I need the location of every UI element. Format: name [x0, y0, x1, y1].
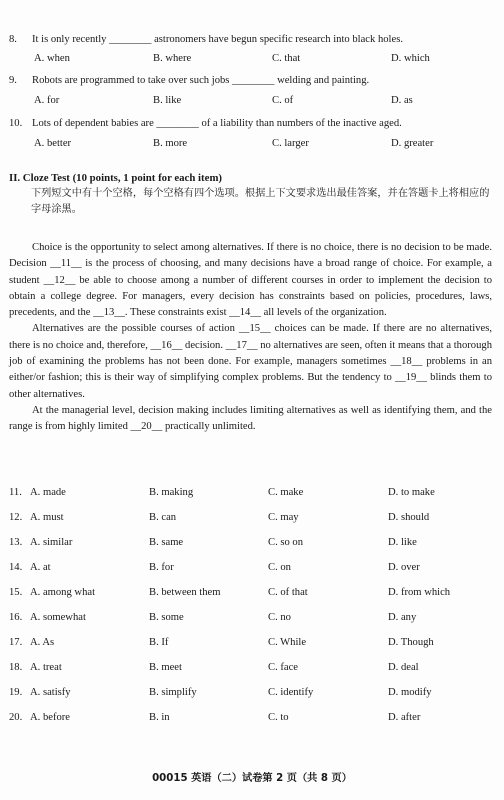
- page-footer: 00015 英语（二）试卷第 2 页（共 8 页）: [152, 773, 352, 784]
- question-number: 8.: [9, 34, 17, 45]
- option-b: B. same: [149, 537, 184, 548]
- option-a: A. As: [30, 637, 55, 648]
- item-number: 13.: [9, 537, 23, 548]
- item-number: 15.: [9, 587, 23, 598]
- item-number: 19.: [9, 687, 23, 698]
- option-c: C. no: [268, 612, 291, 623]
- option-a: A. better: [34, 138, 72, 149]
- option-c: C. that: [272, 53, 301, 64]
- option-b: B. If: [149, 637, 169, 648]
- option-d: D. to make: [388, 487, 435, 498]
- option-b: B. between them: [149, 587, 221, 598]
- passage-paragraph: Alternatives are the possible courses of action __15__ choices can be made. If there are no alternatives, there is no choice and, therefore, __16__ decision. __17__ no alternatives are seen, often it means that a thorough job of examining the problems has not been done. For example, managers sometimes __18__ problems in an either/or fashion; this is their way of simplifying complex problems. But the tendency to __19__ blinds them to other alternatives.: [9, 323, 492, 400]
- option-a: A. must: [30, 512, 64, 523]
- option-d: D. deal: [388, 662, 419, 673]
- section-title: II. Cloze Test (10 points, 1 point for each item): [9, 172, 223, 184]
- option-d: D. modify: [388, 687, 432, 698]
- option-b: B. can: [149, 512, 177, 523]
- item-number: 12.: [9, 512, 23, 523]
- option-a: A. at: [30, 562, 51, 573]
- item-number: 18.: [9, 662, 23, 673]
- option-d: D. any: [388, 612, 417, 623]
- option-d: D. over: [388, 562, 420, 573]
- cloze-passage: [9, 240, 492, 436]
- section-instruction: 下列短文中有十个空格，每个空格有四个选项。根据上下文要求选出最佳答案，并在答题卡上将相应的字母涂黑。: [31, 188, 490, 215]
- question-stem: Robots are programmed to take over such jobs ________ welding and painting.: [32, 75, 370, 86]
- item-number: 14.: [9, 562, 23, 573]
- option-d: D. from which: [388, 587, 451, 598]
- option-b: B. some: [149, 612, 184, 623]
- option-d: D. after: [388, 712, 421, 723]
- option-b: B. in: [149, 712, 170, 723]
- option-c: C. so on: [268, 537, 304, 548]
- option-c: C. While: [268, 637, 307, 648]
- item-number: 16.: [9, 612, 23, 623]
- option-b: B. making: [149, 487, 194, 498]
- option-d: D. should: [388, 512, 430, 523]
- option-d: D. like: [388, 537, 417, 548]
- option-d: D. as: [391, 95, 413, 106]
- option-c: C. may: [268, 512, 299, 523]
- option-d: D. Though: [388, 637, 434, 648]
- option-d: D. which: [391, 53, 430, 64]
- option-c: C. to: [268, 712, 289, 723]
- option-a: A. somewhat: [30, 612, 86, 623]
- option-c: C. make: [268, 487, 304, 498]
- option-b: B. meet: [149, 662, 182, 673]
- option-a: A. for: [34, 95, 60, 106]
- item-number: 17.: [9, 637, 23, 648]
- option-a: A. satisfy: [30, 687, 71, 698]
- option-c: C. face: [268, 662, 298, 673]
- option-a: A. when: [34, 53, 70, 64]
- option-a: A. made: [30, 487, 66, 498]
- option-a: A. before: [30, 712, 71, 723]
- option-c: C. larger: [272, 138, 309, 149]
- option-c: C. identify: [268, 687, 314, 698]
- item-number: 20.: [9, 712, 23, 723]
- question-number: 10.: [9, 118, 23, 129]
- option-a: A. among what: [30, 587, 96, 598]
- option-d: D. greater: [391, 138, 434, 149]
- option-c: C. on: [268, 562, 291, 573]
- item-number: 11.: [9, 487, 22, 498]
- option-a: A. treat: [30, 662, 62, 673]
- option-b: B. simplify: [149, 687, 197, 698]
- passage-paragraph: Choice is the opportunity to select among alternatives. If there is no choice, there is no decision to be made. Decision __11__ is the process of choosing, and many decisions have a broad range of choice. For example, a student __12__ be able to choose among a number of different courses in order to implement the decision to obtain a college degree. For managers, every decision has constraints based on policies, procedures, laws, precedents, and the __13__. These constraints exist __14__ all levels of the organization.: [9, 242, 492, 319]
- option-b: B. like: [153, 95, 182, 106]
- question-stem: It is only recently ________ astronomers have begun specific research into black holes.: [32, 34, 403, 45]
- option-c: C. of: [272, 95, 294, 106]
- option-b: B. for: [149, 562, 174, 573]
- option-a: A. similar: [30, 537, 73, 548]
- option-c: C. of that: [268, 587, 308, 598]
- option-b: B. more: [153, 138, 188, 149]
- question-number: 9.: [9, 75, 17, 86]
- passage-paragraph: At the managerial level, decision making includes limiting alternatives as well as identifying them, and the range is from highly limited __20__ practically unlimited.: [9, 404, 492, 433]
- question-stem: Lots of dependent babies are ________ of a liability than numbers of the inactive aged.: [32, 118, 402, 129]
- option-b: B. where: [153, 53, 192, 64]
